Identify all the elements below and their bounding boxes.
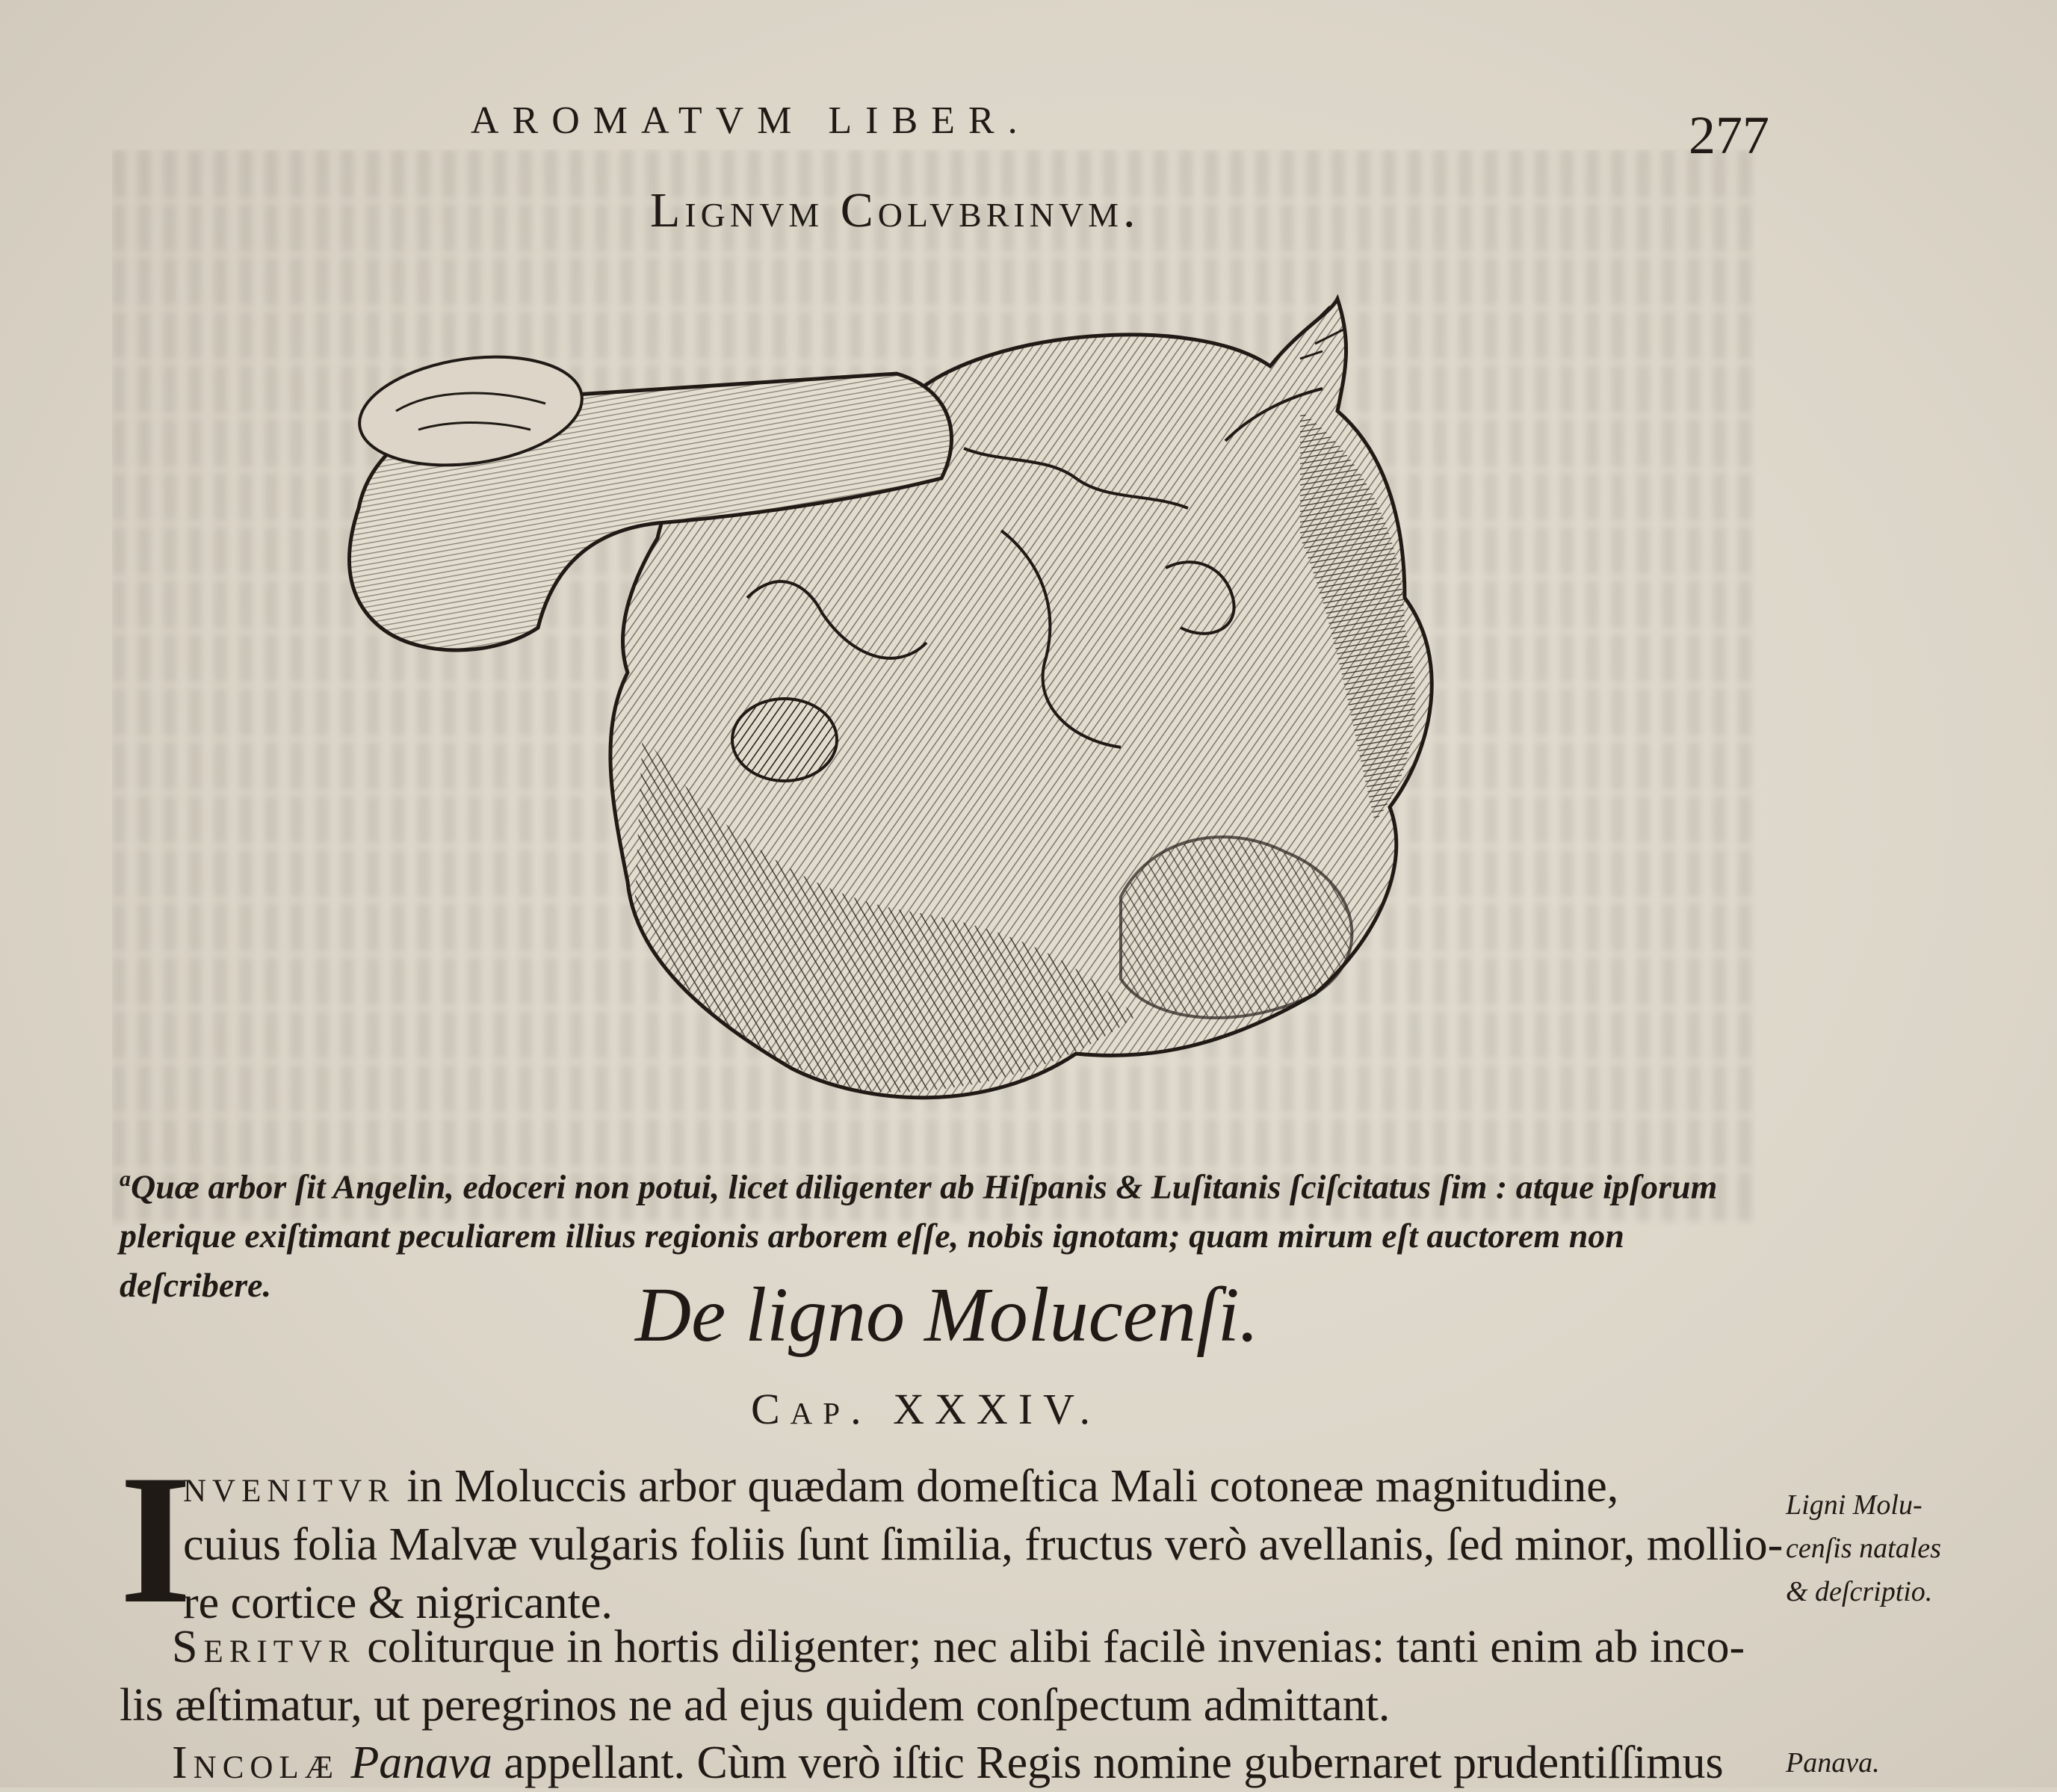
paragraph-lead-word: Incolæ [172,1737,339,1788]
paragraph-line: appellant. Cùm verò iſtic Regis nomine gubernaret prudentiſſimus [492,1737,1724,1788]
margin-note-line: cenſis natales [1786,1533,1941,1564]
paragraph-3 [120,1734,1724,1792]
paragraph-lead-word: nvenitvr [183,1461,395,1512]
paragraph-line: re cortice & nigricante. [183,1578,613,1628]
paragraph-lead-word: Seritvr [172,1622,356,1672]
panava-term: Panava [338,1737,492,1788]
footnote-marker: a [120,1167,131,1191]
figure-title: Lignvm Colvbrinvm. [650,183,1140,238]
paragraph-line: coliturque in hortis diligenter; nec alibi facilè invenias: tanti enim ab inco- [355,1622,1745,1672]
paragraph-line: lis æſtimatur, ut peregrinos ne ad ejus quidem conſpectum admittant. [120,1680,1391,1731]
footnote-line: Quæ arbor ſit Angelin, edoceri non potui, licet diligenter ab Hiſpanis & Luſitanis ſciſcitatus ſim : atque ipſorum [131,1167,1718,1206]
drop-capital: I [120,1436,192,1642]
margin-note-panava: Panava. [1786,1747,1880,1779]
page-number: 277 [1689,105,1769,165]
footnote-line: plerique exiſtimant peculiarem illius regionis arborem eſſe, nobis ignotam; quam mirum eſt auctorem non deſcribere. [120,1217,1624,1305]
running-head: AROMATVM LIBER. [471,99,1031,142]
section-title: De ligno Molucenſi. [635,1272,1259,1358]
chapter-heading: Cap. XXXIV. [751,1385,1101,1433]
margin-note-line: Ligni Molu- [1786,1489,1923,1521]
paragraph-1 [183,1457,1783,1632]
margin-note-natales [1786,1483,1941,1613]
paragraph-line: cuius folia Malvæ vulgaris foliis ſunt ſimilia, fructus verò avellanis, ſed minor, mollio- [183,1519,1784,1570]
woodcut-illustration [329,284,1584,1128]
margin-note-line: & deſcriptio. [1786,1576,1933,1607]
paragraph-line: in Moluccis arbor quædam domeſtica Mali cotoneæ magnitudine, [395,1461,1619,1512]
paragraph-2 [120,1618,1745,1734]
